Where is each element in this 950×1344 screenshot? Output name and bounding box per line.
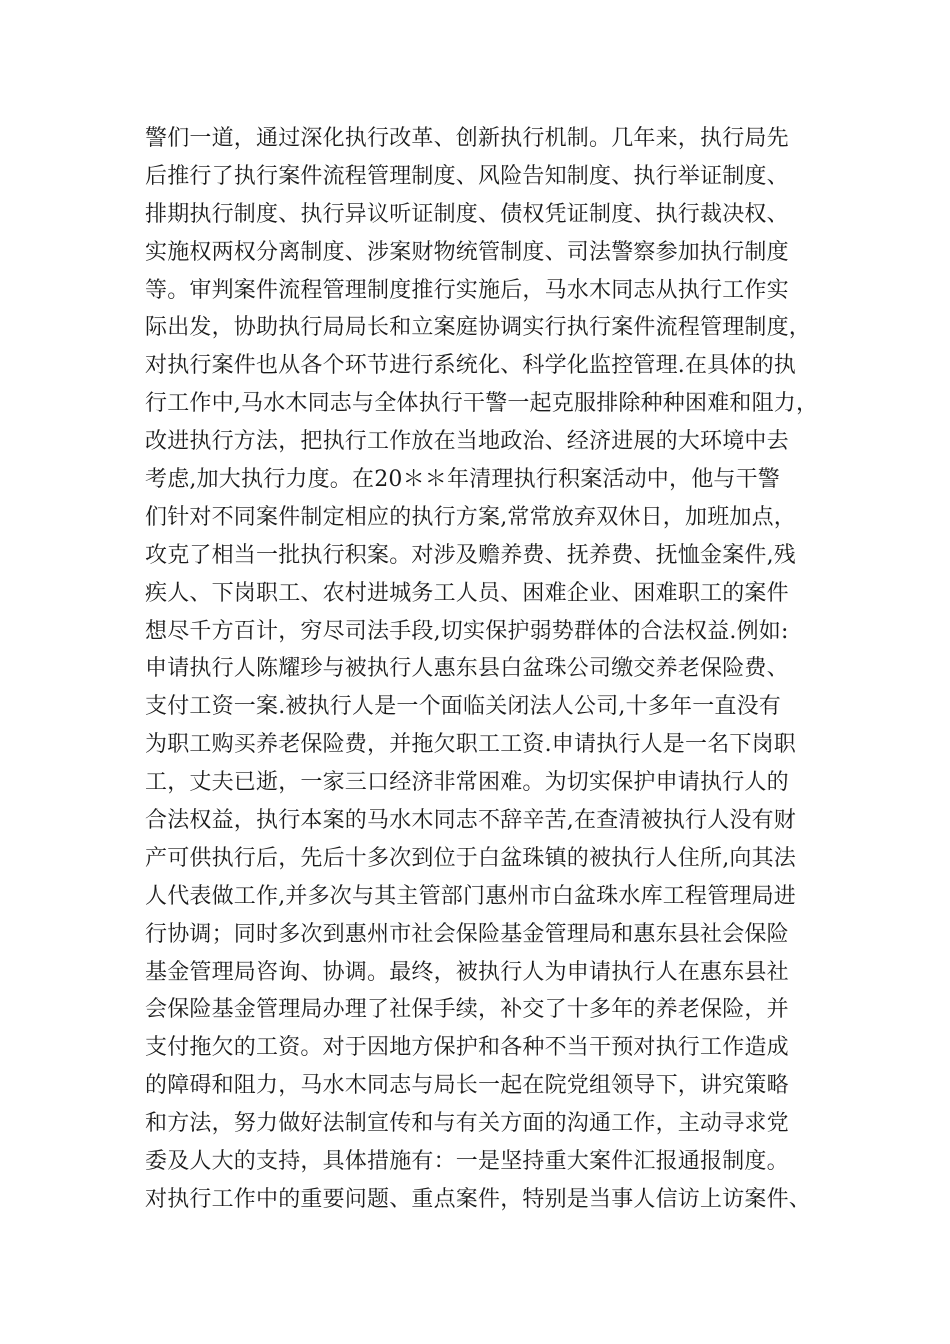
text-line: 后推行了执行案件流程管理制度、风险告知制度、执行举证制度、 — [145, 163, 789, 189]
text-line: 人代表做工作,并多次与其主管部门惠州市白盆珠水库工程管理局进 — [145, 883, 796, 909]
text-line: 委及人大的支持，具体措施有：一是坚持重大案件汇报通报制度。 — [145, 1149, 789, 1175]
text-line: 对执行工作中的重要问题、重点案件，特别是当事人信访上访案件、 — [145, 1186, 812, 1212]
text-line: 等。审判案件流程管理制度推行实施后，马水木同志从执行工作实 — [145, 277, 789, 303]
text-line: 攻克了相当一批执行积案。对涉及赡养费、抚养费、抚恤金案件,残 — [145, 542, 796, 568]
text-line: 疾人、下岗职工、农村进城务工人员、困难企业、困难职工的案件 — [145, 580, 789, 606]
text-line: 的障碍和阻力，马水木同志与局长一起在院党组领导下，讲究策略 — [145, 1073, 789, 1099]
text-line: 会保险基金管理局办理了社保手续，补交了十多年的养老保险，并 — [145, 997, 789, 1023]
text-line: 产可供执行后，先后十多次到位于白盆珠镇的被执行人住所,向其法 — [145, 845, 796, 871]
text-line: 申请执行人陈耀珍与被执行人惠东县白盆珠公司缴交养老保险费、 — [145, 656, 789, 682]
text-line: 支付拖欠的工资。对于因地方保护和各种不当干预对执行工作造成 — [145, 1035, 789, 1061]
text-line: 为职工购买养老保险费，并拖欠职工工资.申请执行人是一名下岗职 — [145, 732, 796, 758]
text-line: 警们一道，通过深化执行改革、创新执行机制。几年来，执行局先 — [145, 126, 789, 151]
text-line: 际出发，协助执行局局长和立案庭协调实行执行案件流程管理制度， — [145, 315, 812, 341]
text-line: 支付工资一案.被执行人是一个面临关闭法人公司,十多年一直没有 — [145, 694, 781, 720]
text-line: 合法权益，执行本案的马水木同志不辞辛苦,在查清被执行人没有财 — [145, 808, 796, 834]
text-line: 实施权两权分离制度、涉案财物统管制度、司法警察参加执行制度 — [145, 239, 789, 265]
text-line: 考虑,加大执行力度。在20＊＊年清理执行积案活动中，他与干警 — [145, 467, 780, 493]
text-line: 基金管理局咨询、协调。最终，被执行人为申请执行人在惠东县社 — [145, 959, 789, 985]
body-paragraph — [145, 120, 835, 1219]
text-line: 和方法，努力做好法制宣传和与有关方面的沟通工作，主动寻求党 — [145, 1111, 789, 1137]
text-line: 们针对不同案件制定相应的执行方案,常常放弃双休日，加班加点， — [145, 504, 796, 530]
text-line: 想尽千方百计，穷尽司法手段,切实保护弱势群体的合法权益.例如: — [145, 618, 789, 644]
text-line: 改进执行方法，把执行工作放在当地政治、经济进展的大环境中去 — [145, 429, 789, 455]
text-line: 工，丈夫已逝，一家三口经济非常困难。为切实保护申请执行人的 — [145, 770, 789, 796]
text-line: 对执行案件也从各个环节进行系统化、科学化监控管理.在具体的执 — [145, 353, 796, 379]
text-line: 排期执行制度、执行异议听证制度、债权凭证制度、执行裁决权、 — [145, 201, 789, 227]
text-line: 行协调；同时多次到惠州市社会保险基金管理局和惠东县社会保险 — [145, 921, 789, 947]
text-line: 行工作中,马水木同志与全体执行干警一起克服排除种种困难和阻力， — [145, 391, 819, 417]
